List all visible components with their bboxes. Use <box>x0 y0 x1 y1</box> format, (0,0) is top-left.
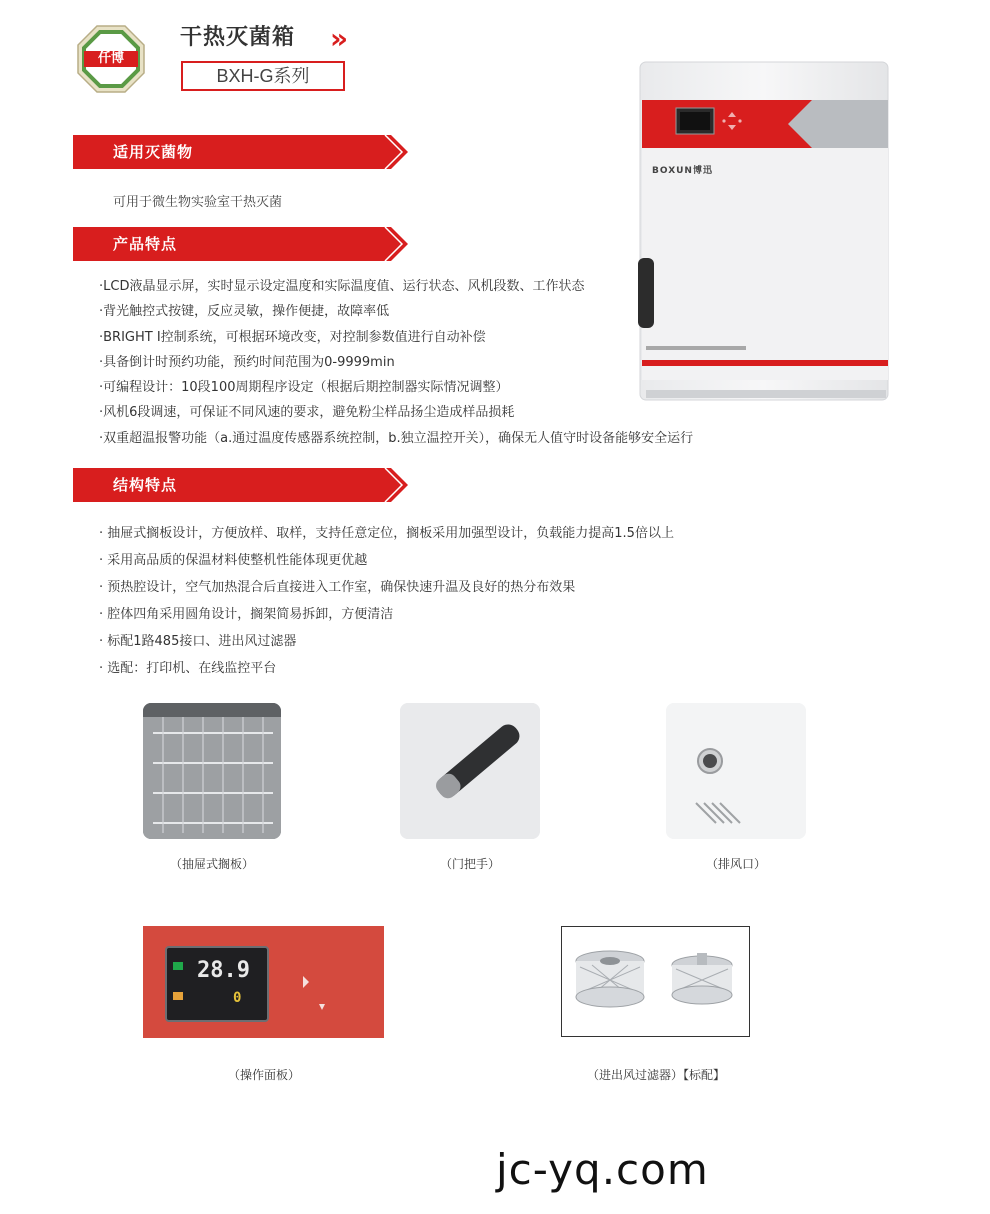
display-value: 28.9 <box>197 958 250 983</box>
list-item: ·背光触控式按键，反应灵敏，操作便捷，故障率低 <box>99 304 390 320</box>
door-handle-photo <box>400 703 540 839</box>
list-item: ·BRIGHT I控制系统，可根据环境改变，对控制参数值进行自动补偿 <box>99 329 486 345</box>
control-panel-photo <box>143 926 384 1038</box>
website-url: jc-yq.com <box>496 1145 709 1194</box>
status-indicator <box>173 962 183 970</box>
drawer-shelf-photo <box>143 703 281 839</box>
list-item: ·LCD液晶显示屏，实时显示设定温度和实际温度值、运行状态、风机段数、工作状态 <box>99 279 585 294</box>
applicable-text: 可用于微生物实验室干热灭菌 <box>113 195 283 210</box>
section-header-applicable <box>73 135 409 169</box>
list-item: · 腔体四角采用圆角设计，搁架简易拆卸，方便清洁 <box>99 607 394 622</box>
list-item: ·可编程设计：10段100周期程序设定（根据后期控制器实际情况调整） <box>99 380 509 396</box>
exhaust-port-photo <box>666 703 806 839</box>
series-label: BXH-G系列 <box>181 61 345 91</box>
section-title: 产品特点 <box>113 235 178 253</box>
panel-button-icons <box>293 956 333 1016</box>
gallery-caption: （操作面板） <box>227 1068 300 1082</box>
list-item: · 抽屉式搁板设计，方便放样、取样，支持任意定位，搁板采用加强型设计，负载能力提高1.5倍以上 <box>99 526 674 541</box>
brand-label: BOXUN博迅 <box>652 166 713 176</box>
gallery-caption: （进出风过滤器）【标配】 <box>586 1068 725 1082</box>
status-indicator <box>173 992 183 1000</box>
lcd-display <box>165 946 269 1022</box>
list-item: ·双重超温报警功能（a.通过温度传感器系统控制，b.独立温控开关），确保无人值守时设备能够安全运行 <box>99 430 694 446</box>
chevron-icon: » <box>330 22 339 55</box>
filter-photo <box>561 926 750 1037</box>
gallery-caption: （门把手） <box>439 857 500 871</box>
section-title: 适用灭菌物 <box>113 143 194 161</box>
features-list <box>99 274 693 451</box>
filter-icon <box>576 951 644 1007</box>
gallery-caption: （排风口） <box>705 857 766 871</box>
list-item: · 选配：打印机、在线监控平台 <box>99 661 277 676</box>
list-item: ·具备倒计时预约功能，预约时间范围为0-9999min <box>99 354 395 370</box>
section-header-structure <box>73 468 409 502</box>
list-item: · 标配1路485接口、进出风过滤器 <box>99 634 297 649</box>
list-item: ·风机6段调速，可保证不同风速的要求，避免粉尘样品扬尘造成样品损耗 <box>99 405 515 421</box>
list-item: · 采用高品质的保温材料使整机性能体现更优越 <box>99 553 368 568</box>
section-header-features <box>73 227 409 261</box>
section-title: 结构特点 <box>113 476 178 494</box>
filter-icon <box>672 953 732 1004</box>
display-sub-value: 0 <box>233 990 242 1006</box>
company-logo <box>76 24 146 94</box>
list-item: · 预热腔设计，空气加热混合后直接进入工作室，确保快速升温及良好的热分布效果 <box>99 580 576 595</box>
product-photo <box>636 60 892 410</box>
gallery-caption: （抽屉式搁板） <box>169 857 254 871</box>
product-title: 干热灭菌箱 <box>180 25 296 50</box>
structure-list <box>99 520 674 682</box>
logo-text: 仟博 <box>97 51 124 66</box>
